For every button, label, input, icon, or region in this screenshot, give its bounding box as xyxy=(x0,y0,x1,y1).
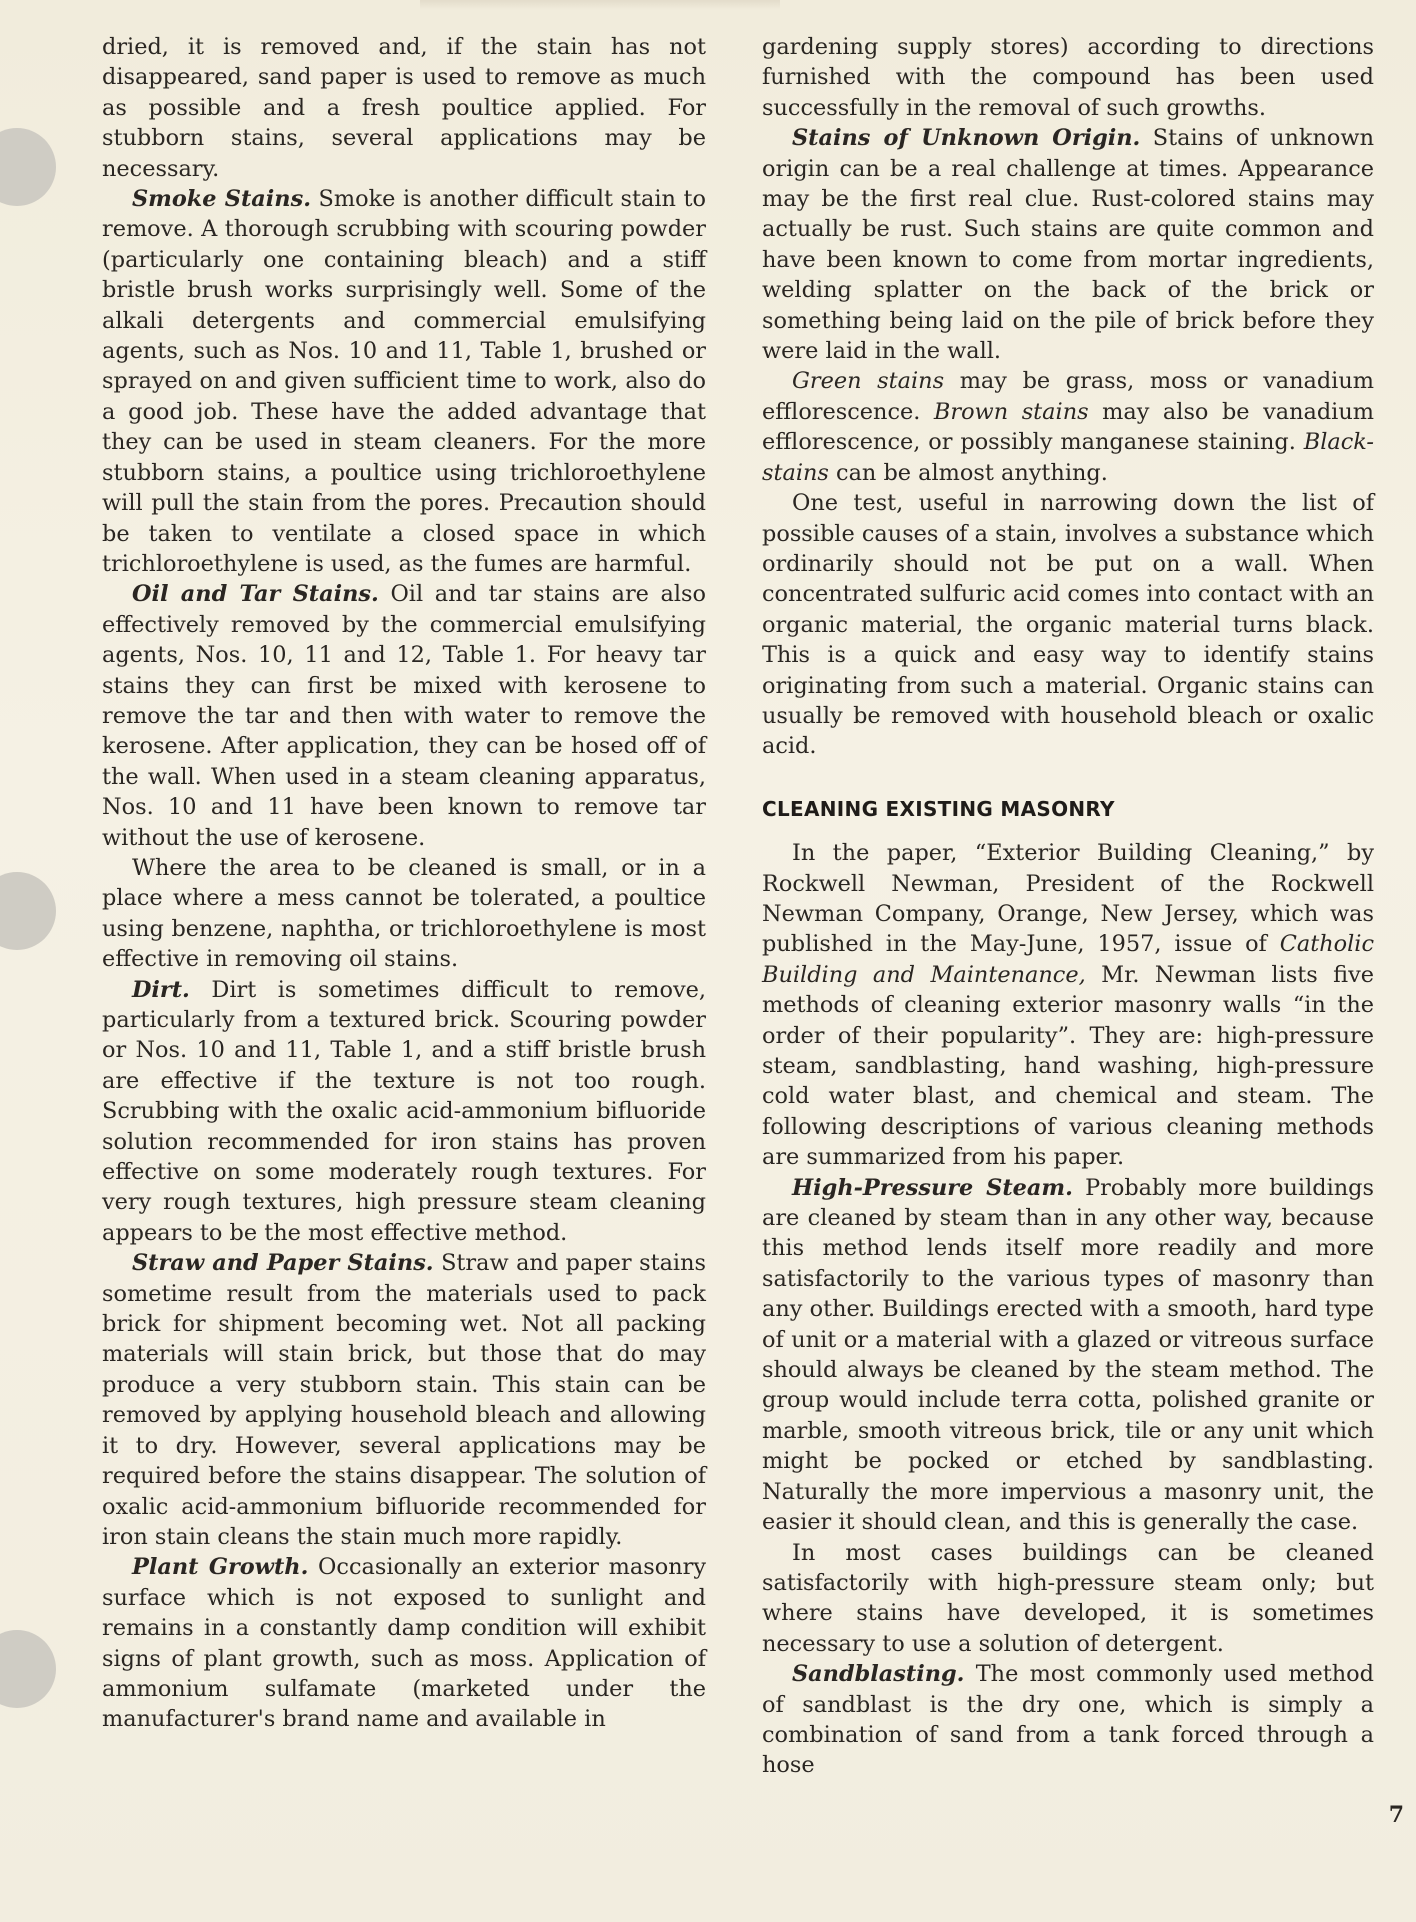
paragraph-text: The most commonly used method of sandblast is the dry one, which is simply a combination of sand from a tank forced through a hose xyxy=(762,1661,1374,1779)
paragraph-text: Probably more buildings are cleaned by steam than in any other way, because this method lends itself more readily and more satisfactorily to the various types of masonry than any other. Buildings erected with a smooth, hard type of unit or a material with a glazed or vitreous surface should always be cleaned by the steam method. The group would include terra cotta, polished granite or marble, smooth vitreous brick, tile or any unit which might be pocked or etched by sandblasting. Naturally the more impervious a masonry unit, the easier it should clean, and this is generally the case. xyxy=(762,1174,1374,1536)
paragraph: In most cases buildings can be cleaned satisfactorily with high-pressure steam only; but where stains have developed, it is sometimes necessary to use a solution of detergent. xyxy=(762,1539,1374,1657)
paragraph-text: may be grass, moss or vanadium efflorescence. xyxy=(762,368,1374,425)
emphasis-green-stains: Green stains xyxy=(792,368,945,395)
run-in-heading: Dirt. xyxy=(132,976,190,1003)
run-in-heading: Plant Growth. xyxy=(132,1554,309,1581)
run-in-heading: High-Pressure Steam. xyxy=(792,1174,1073,1201)
section-heading: CLEANING EXISTING MASONRY xyxy=(762,796,1115,821)
paragraph-text: In the paper, “Exterior Building Cleaning,” by Rockwell Newman, President of the Rockwell Newman Company, Orange, New Jersey, which was published in the May-June, 1957, issue of xyxy=(762,840,1374,958)
run-in-heading: Oil and Tar Stains. xyxy=(132,581,379,608)
paragraph-oil-tar-stains xyxy=(102,579,706,853)
paragraph-high-pressure-steam xyxy=(762,1173,1374,1538)
paragraph-sandblasting xyxy=(762,1659,1374,1781)
binder-hole xyxy=(0,1630,56,1708)
paragraph-text: Straw and paper stains sometime result from the materials used to pack brick for shipment becoming wet. Not all packing materials will stain brick, but those that do may produce a very stubborn stain. This stain can be removed by applying household bleach and allowing it to dry. However, several applications may be required before the stains disappear. The solution of oxalic acid-ammonium bifluoride recommended for iron stain cleans the stain much more rapidly. xyxy=(102,1250,706,1550)
page-number: 7 xyxy=(1388,1802,1404,1828)
paragraph-text: may also be vanadium efflorescence, or possibly manganese staining. xyxy=(762,398,1374,456)
right-column xyxy=(762,32,1374,1781)
emphasis-publication-title: Catholic Building and Maintenance, xyxy=(762,931,1374,988)
paragraph-straw-paper-stains xyxy=(102,1248,706,1552)
run-in-heading: Smoke Stains. xyxy=(132,186,311,213)
paragraph-newman-paper xyxy=(762,838,1374,1172)
bleed-through-shadow xyxy=(420,0,780,10)
paragraph-text: can be almost anything. xyxy=(828,459,1108,486)
paragraph: Where the area to be cleaned is small, or in a place where a mess cannot be tolerated, a poultice using benzene, naphtha, or trichloroethylene is most effective in removing oil stains. xyxy=(102,854,706,973)
run-in-heading: Stains of Unknown Origin. xyxy=(792,125,1141,152)
paragraph-text: Mr. Newman lists five methods of cleaning exterior masonry walls “in the order of their popularity”. They are: high-pressure steam, sandblasting, hand washing, high-pressure cold water blast, and chemical and steam. The following descriptions of various cleaning methods are summarized from his paper. xyxy=(762,961,1374,1171)
run-in-heading: Sandblasting. xyxy=(792,1661,965,1688)
paragraph: gardening supply stores) according to directions furnished with the compound has been used successfully in the removal of such growths. xyxy=(762,34,1374,121)
paragraph: One test, useful in narrowing down the list of possible causes of a stain, involves a substance which ordinarily should not be put on a wall. When concentrated sulfuric acid comes into contact with an organic material, the organic material turns black. This is a quick and easy way to identify stains originating from such a material. Organic stains can usually be removed with household bleach or oxalic acid. xyxy=(762,490,1374,760)
paragraph-unknown-origin xyxy=(762,123,1374,366)
binder-hole xyxy=(0,872,56,950)
paragraph-text: Dirt is sometimes difficult to remove, particularly from a textured brick. Scouring powder or Nos. 10 and 11, Table 1, and a stiff bristle brush are effective if the texture is not too rough. Scrubbing with the oxalic acid-ammonium bifluoride solution recommended for iron stains has proven effective on some moderately rough textures. For very rough textures, high pressure steam cleaning appears to be the most effective method. xyxy=(102,976,706,1246)
paragraph-stain-colors xyxy=(762,366,1374,488)
paragraph-text: Stains of unknown origin can be a real challenge at times. Appearance may be the first real clue. Rust-colored stains may actually be rust. Such stains are quite common and have been known to come from mortar ingredients, welding splatter on the back of the brick or something being laid on the pile of brick before they were laid in the wall. xyxy=(762,125,1374,365)
emphasis-brown-stains: Brown stains xyxy=(933,398,1089,425)
binder-hole xyxy=(0,128,56,206)
left-column xyxy=(102,32,706,1735)
emphasis-black-stains: Black-stains xyxy=(762,429,1374,486)
paragraph-text: Oil and tar stains are also effectively removed by the commercial emulsifying agents, Nos. 10, 11 and 12, Table 1. For heavy tar stains they can first be mixed with kerosene to remove the tar and then with water to remove the kerosene. After application, they can be hosed off of the wall. When used in a steam cleaning apparatus, Nos. 10 and 11 have been known to remove tar without the use of kerosene. xyxy=(102,581,707,851)
run-in-heading: Straw and Paper Stains. xyxy=(132,1250,434,1277)
paragraph-text: Smoke is another difficult stain to remove. A thorough scrubbing with scouring powder (particularly one containing bleach) and a stiff bristle brush works surprisingly well. Some of the alkali detergents and commercial emulsifying agents, such as Nos. 10 and 11, Table 1, brushed or sprayed on and given sufficient time to work, also do a good job. These have the added advantage that they can be used in steam cleaners. For the more stubborn stains, a poultice using trichloroethylene will pull the stain from the pores. Precaution should be taken to ventilate a closed space in which trichloroethylene is used, as the fumes are harmful. xyxy=(102,186,706,577)
paragraph-plant-growth xyxy=(102,1552,706,1734)
paragraph-text: Occasionally an exterior masonry surface which is not exposed to sunlight and remains in a constantly damp condition will exhibit signs of plant growth, such as moss. Application of ammonium sulfamate (marketed under the manufacturer's brand name and available in xyxy=(102,1554,706,1733)
paragraph-dirt xyxy=(102,975,706,1249)
paragraph: dried, it is removed and, if the stain has not disappeared, sand paper is used to remove as much as possible and a fresh poultice applied. For stubborn stains, several applications may be necessary. xyxy=(102,34,706,182)
paragraph-smoke-stains xyxy=(102,184,706,579)
